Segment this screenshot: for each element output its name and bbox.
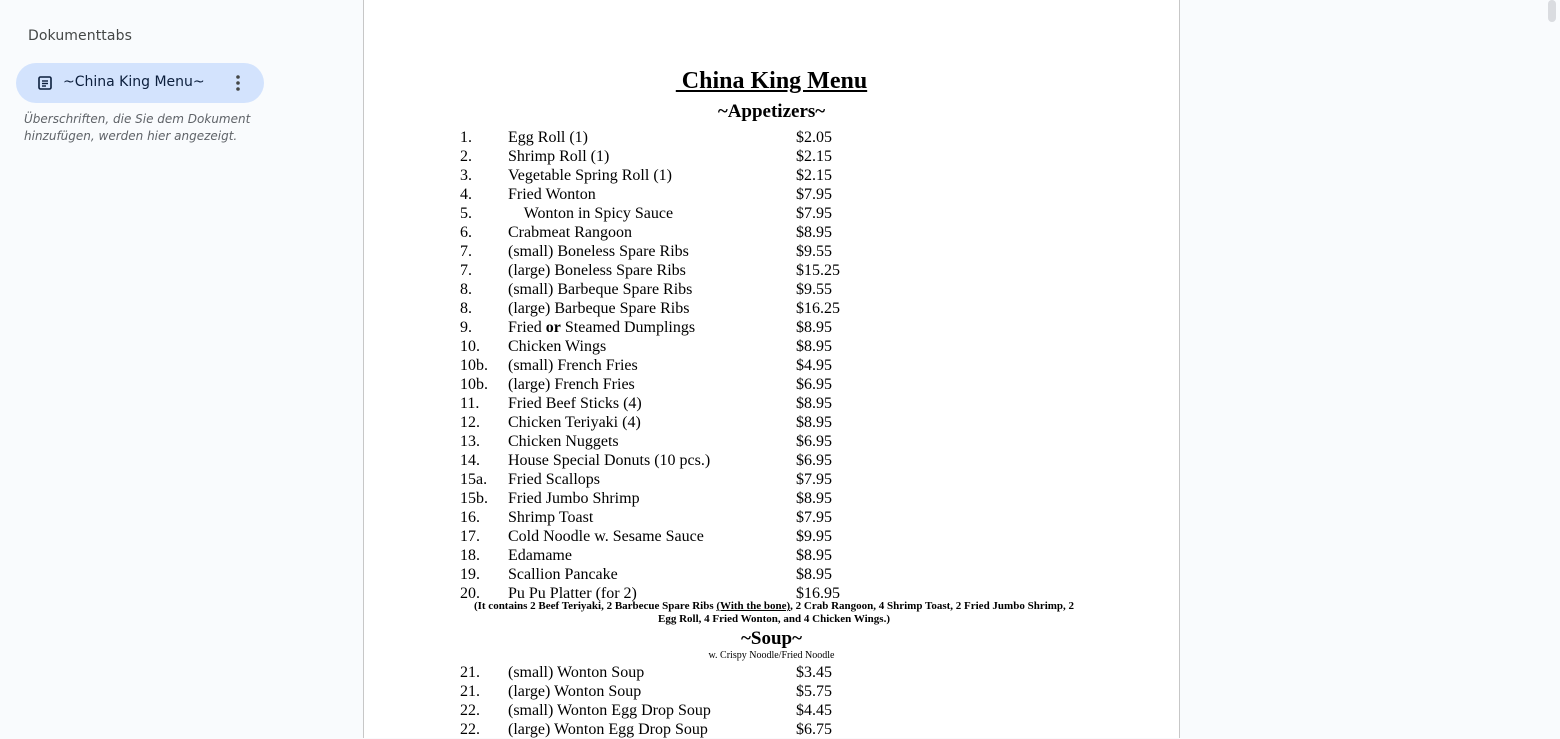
menu-item-number: 5. (460, 205, 472, 222)
menu-item-price: $2.15 (796, 148, 832, 165)
menu-item-number: 7. (460, 243, 472, 260)
menu-item-name: House Special Donuts (10 pcs.) (508, 452, 711, 469)
menu-item-price: $16.25 (796, 300, 840, 317)
menu-item-price: $6.95 (796, 433, 832, 450)
menu-item-name: Shrimp Roll (1) (508, 148, 610, 165)
menu-item-price: $8.95 (796, 566, 832, 583)
menu-item-number: 10b. (460, 376, 488, 393)
menu-item-price: $6.95 (796, 452, 832, 469)
menu-item-number: 4. (460, 186, 472, 203)
menu-item-number: 18. (460, 547, 480, 564)
platter-note: (It contains 2 Beef Teriyaki, 2 Barbecue Spare Ribs (With the bone), 2 Crab Rangoon, 4 Shrimp Toast, 2 Fried Jumbo Shrimp, 2 Egg Roll, 4 Fried Wonton, and 4 Chicken Wings.) (473, 600, 1075, 625)
with-bone-text: (With the bone) (716, 600, 791, 612)
menu-item-number: 2. (460, 148, 472, 165)
menu-item-number: 19. (460, 566, 480, 583)
document-tab-label: ~China King Menu~ (63, 74, 205, 90)
menu-item-number: 15a. (460, 471, 488, 488)
menu-item-price: $8.95 (796, 338, 832, 355)
menu-item-price: $7.95 (796, 205, 832, 222)
document-tab-china-king-menu[interactable] (16, 63, 264, 103)
menu-item-name: Fried Jumbo Shrimp (508, 490, 640, 507)
menu-item-name: Pu Pu Platter (for 2) (508, 585, 637, 602)
menu-item-price: $2.05 (796, 129, 832, 146)
menu-item-number: 7. (460, 262, 472, 279)
menu-item-name: Fried Wonton (508, 186, 596, 203)
menu-item-name: Fried Scallops (508, 471, 600, 488)
menu-item-name: (small) Wonton Egg Drop Soup (508, 702, 711, 719)
menu-item-price: $8.95 (796, 319, 832, 336)
menu-item-number: 12. (460, 414, 480, 431)
menu-item-price: $6.95 (796, 376, 832, 393)
menu-item-name: Chicken Teriyaki (4) (508, 414, 641, 431)
menu-item-name: Edamame (508, 547, 572, 564)
scrollbar-thumb[interactable] (1548, 0, 1556, 22)
menu-item-number: 8. (460, 300, 472, 317)
menu-item-name: Vegetable Spring Roll (1) (508, 167, 672, 184)
more-vert-icon[interactable] (226, 71, 250, 95)
menu-title: China King Menu (675, 68, 868, 94)
menu-item-price: $2.15 (796, 167, 832, 184)
headings-hint: Überschriften, die Sie dem Dokument hinzufügen, werden hier angezeigt. (24, 112, 251, 143)
menu-item-price: $9.95 (796, 528, 832, 545)
sidebar-title: Dokumenttabs (28, 28, 132, 44)
menu-item-price: $8.95 (796, 490, 832, 507)
menu-item-price: $7.95 (796, 471, 832, 488)
menu-item-number: 1. (460, 129, 472, 146)
menu-item-name: Chicken Nuggets (508, 433, 619, 450)
menu-item-price: $9.55 (796, 281, 832, 298)
menu-item-name: Fried Beef Sticks (4) (508, 395, 642, 412)
menu-item-price: $4.95 (796, 357, 832, 374)
menu-item-number: 6. (460, 224, 472, 241)
menu-item-name: (large) Wonton Soup (508, 683, 642, 700)
menu-item-price: $7.95 (796, 509, 832, 526)
document-icon (37, 75, 53, 91)
menu-item-number: 9. (460, 319, 472, 336)
menu-item-number: 3. (460, 167, 472, 184)
menu-item-number: 8. (460, 281, 472, 298)
menu-item-price: $8.95 (796, 224, 832, 241)
menu-item-name: Shrimp Toast (508, 509, 594, 526)
menu-item-name: Crabmeat Rangoon (508, 224, 632, 241)
menu-item-price: $15.25 (796, 262, 840, 279)
menu-item-price: $9.55 (796, 243, 832, 260)
menu-item-name: (large) Boneless Spare Ribs (508, 262, 686, 279)
menu-item-name: Chicken Wings (508, 338, 607, 355)
menu-item-number: 10b. (460, 357, 488, 374)
menu-item-number: 17. (460, 528, 480, 545)
menu-item-price: $8.95 (796, 395, 832, 412)
menu-item-price: $3.45 (796, 664, 832, 681)
soup-subnote: w. Crispy Noodle/Fried Noodle (708, 650, 835, 661)
menu-item-name: Scallion Pancake (508, 566, 618, 583)
menu-item-number: 16. (460, 509, 480, 526)
soup-heading: ~Soup~ (741, 628, 802, 649)
menu-item-name: (large) French Fries (508, 376, 635, 393)
menu-item-name: (small) Wonton Soup (508, 664, 645, 681)
menu-item-name: Wonton in Spicy Sauce (508, 205, 674, 222)
menu-item-price: $8.95 (796, 547, 832, 564)
appetizers-heading: ~Appetizers~ (717, 101, 826, 122)
menu-item-number: 21. (460, 664, 480, 681)
menu-item-name: (small) Barbeque Spare Ribs (508, 281, 693, 298)
menu-item-number: 10. (460, 338, 480, 355)
menu-item-price: $16.95 (796, 585, 840, 602)
menu-item-price: $6.75 (796, 721, 832, 738)
menu-item-number: 22. (460, 721, 480, 738)
menu-item-name: (large) Barbeque Spare Ribs (508, 300, 690, 317)
menu-item-price: $8.95 (796, 414, 832, 431)
menu-item-name: Fried or Steamed Dumplings (508, 319, 696, 336)
menu-item-number: 20. (460, 585, 480, 602)
menu-item-name: (large) Wonton Egg Drop Soup (508, 721, 708, 738)
menu-item-name: (small) French Fries (508, 357, 638, 374)
menu-item-number: 14. (460, 452, 480, 469)
menu-item-price: $7.95 (796, 186, 832, 203)
menu-item-price: $4.45 (796, 702, 832, 719)
menu-item-name: Egg Roll (1) (508, 129, 588, 146)
menu-item-number: 15b. (460, 490, 488, 507)
menu-item-number: 21. (460, 683, 480, 700)
menu-item-price: $5.75 (796, 683, 832, 700)
menu-item-number: 13. (460, 433, 480, 450)
menu-item-number: 11. (460, 395, 480, 412)
menu-item-name: Cold Noodle w. Sesame Sauce (508, 528, 704, 545)
document-tabs-sidebar (0, 0, 363, 732)
menu-item-number: 22. (460, 702, 480, 719)
menu-item-name: (small) Boneless Spare Ribs (508, 243, 689, 260)
document-page[interactable] (363, 0, 1180, 738)
